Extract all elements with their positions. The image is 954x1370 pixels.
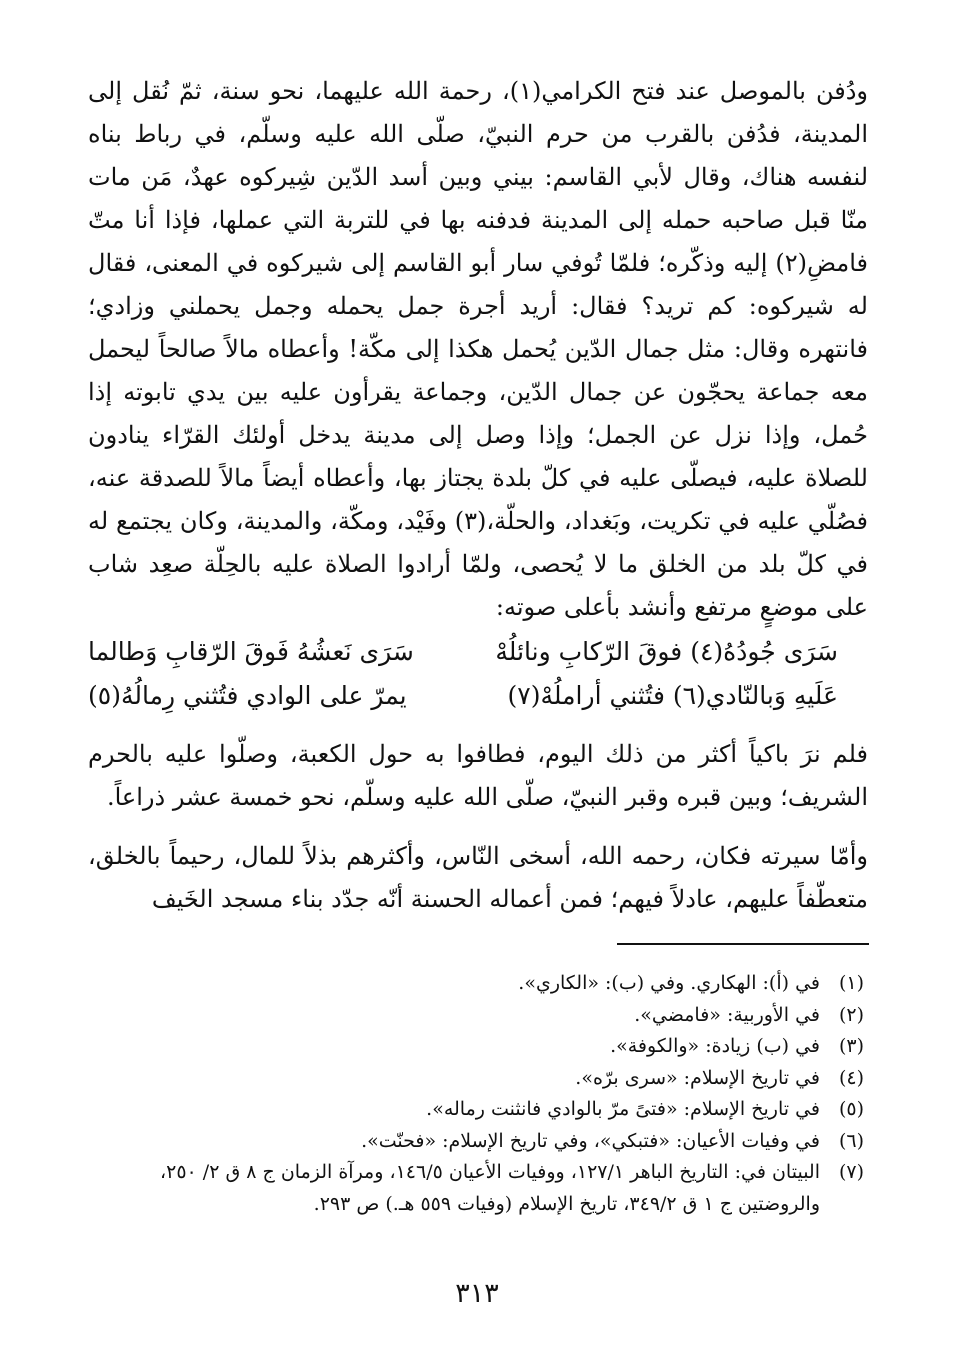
footnote-number: (٦) [838, 1129, 864, 1152]
footnote-item [90, 1000, 870, 1032]
verse-second-hemistich: يمرّ على الوادي فتُثني رِمالُهُ(٥) [88, 681, 407, 710]
verse-line [88, 630, 868, 674]
footnote-text: في (أ): الهكاري. وفي (ب): «الكاري». [518, 972, 820, 994]
footnote-number: (٤) [838, 1066, 864, 1089]
paragraph-text: ودُفن بالموصل عند فتح الكرامي(١)، رحمة الله عليهما، نحو سنة، ثمّ نُقل إلى المدينة، فدُفن بالقرب من حرم النبيّ، صلّى الله عليه وسلّم، في رباط بناه لنفسه هناك، وقال لأبي القاسم: بيني وبين أسد الدّين شِيركوه عهدٌ، مَن مات منّا قبل صاحبه حمله إلى المدينة فدفنه بها في للتربة التي عملها، فإذا أنا متّ فامضِ(٢) إليه وذكّره؛ فلمّا تُوفي سار أبو القاسم إلى شيركوه في المعنى، فقال له شيركوه: كم تريد؟ فقال: أريد أجرة جمل يحمله وجمل يحملني وزادي؛ فانتهره وقال: مثل جمال الدّين يُحمل هكذا إلى مكّة! وأعطاه مالاً صالحاً ليحمل معه جماعة يحجّون عن جمال الدّين، وجماعة يقرأون عليه بين يدي تابوته إذا حُمل، وإذا نزل عن الجمل؛ وإذا وصل إلى مدينة يدخل أولئك القرّاء ينادون للصلاة عليه، فيصلّى عليه في كلّ بلدة يجتاز بها، وأعطاه أيضاً مالاً للصدقة عنه، فصُلّي عليه في تكريت، وبَغداد، والحلّة،(٣) وفَيْد، ومكّة، والمدينة، وكان يجتمع له في كلّ بلد من الخلق ما لا يُحصى، ولمّا أرادوا الصلاة عليه بالحِلّة صعِد شاب على موضعٍ مرتفع وأنشد بأعلى صوته: [88, 77, 868, 621]
footnote-number: (٧) [838, 1161, 864, 1183]
verse-line [88, 674, 868, 718]
verse-first-hemistich: سَرَى جُودُهُ(٤) فوقَ الرّكابِ ونائلُهْ [495, 637, 838, 666]
paragraph-text: وأمّا سيرته فكان، رحمه الله، أسخى النّاس، وأكثرهم بذلاً للمال، رحيماً بالخلق، متعطّفاً عليهم، عادلاً فيهم؛ فمن أعماله الحسنة أنّه جدّد بناء مسجد الخَيف [88, 842, 868, 913]
paragraph-text: فلم نرَ باكياً أكثر من ذلك اليوم، فطافوا به حول الكعبة، وصلّوا عليه بالحرم الشريف؛ وبين قبره وقبر النبيّ، صلّى الله عليه وسلّم، نحو خمسة عشر ذراعاً. [88, 740, 868, 811]
page-number: ٣١٣ [455, 1278, 499, 1309]
footnote-text: في (ب) زيادة: «والكوفة». [610, 1035, 820, 1057]
footnote-number: (٢) [838, 1003, 864, 1026]
footnote-number: (٣) [838, 1035, 864, 1057]
footnote-text: في تاريخ الإسلام: «سرى برّه». [575, 1066, 820, 1089]
footnote-item [90, 1031, 870, 1063]
footnotes-list [90, 968, 870, 1220]
footnote-separator [617, 943, 869, 945]
footnote-item [90, 1157, 870, 1220]
main-paragraph [88, 70, 868, 629]
verse-first-hemistich: عَلَيهِ وَبالنّادي(٦) فتُثني أراملُهْ(٧) [507, 681, 838, 710]
paragraph-biography [88, 835, 868, 921]
footnote-text: في تاريخ الإسلام: «فتىً مرّ بالوادي فانثنت رماله». [426, 1098, 820, 1120]
verse-second-hemistich: سَرَى نَعشُهُ فَوقَ الرّقابِ وَطالما [88, 637, 414, 666]
footnote-text: في وفيات الأعيان: «فتبكي»، وفي تاريخ الإسلام: «فحنّت». [361, 1129, 820, 1152]
poem-verses [88, 630, 868, 718]
footnote-number: (١) [838, 972, 864, 994]
footnote-item [90, 1063, 870, 1095]
footnote-number: (٥) [838, 1098, 864, 1120]
footnote-item [90, 968, 870, 1000]
paragraph-after-poem [88, 733, 868, 819]
footnote-item [90, 1094, 870, 1126]
footnote-text: البيتان في: التاريخ الباهر ١٢٧/١، ووفيات الأعيان ١٤٦/٥، ومرآة الزمان ج ٨ ق ٢/ ٢٥٠، والروضتين ج ١ ق ٣٤٩/٢، تاريخ الإسلام (وفيات ٥٥٩ هـ.) ص ٢٩٣. [160, 1161, 820, 1215]
footnote-item [90, 1126, 870, 1158]
footnote-text: في الأوربية: «فامضي». [634, 1003, 820, 1026]
